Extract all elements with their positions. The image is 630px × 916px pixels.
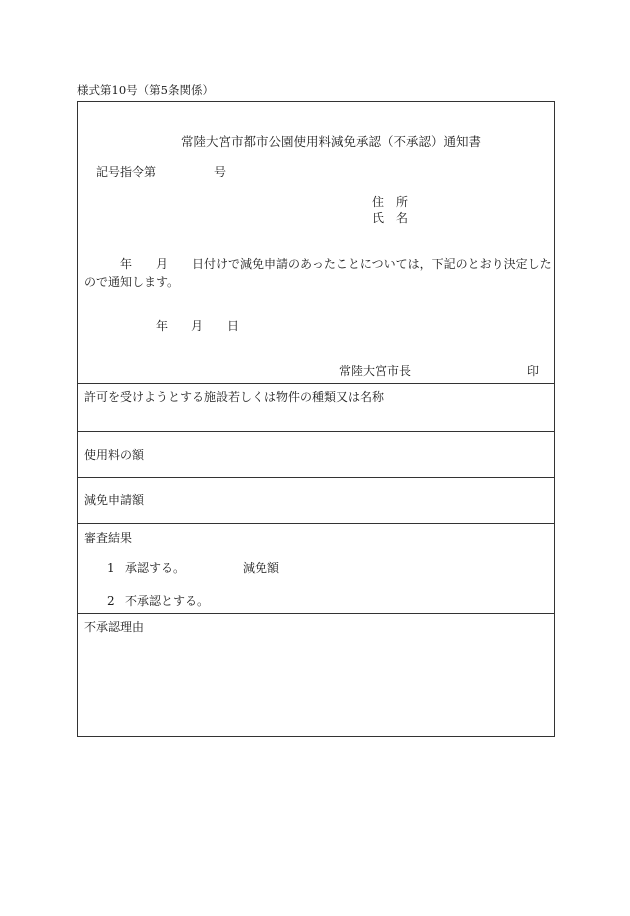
seal-mark: 印 bbox=[527, 364, 540, 378]
notice-title: 常陸大宮市都市公園使用料減免承認（不承認）通知書 bbox=[181, 134, 482, 149]
option2-number: 2 bbox=[107, 594, 115, 608]
review-result-label: 審査結果 bbox=[84, 531, 133, 545]
doc-number-suffix: 号 bbox=[214, 165, 227, 179]
body-text-line2: ので通知します。 bbox=[84, 275, 180, 289]
body-text-line1: 日付けで減免申請のあったことについては，下記のとおり決定した bbox=[192, 257, 552, 271]
disapproval-reason-label: 不承認理由 bbox=[84, 620, 145, 634]
notice-form bbox=[77, 101, 555, 737]
address-label: 住 所 bbox=[372, 195, 409, 209]
date-day-label: 日 bbox=[227, 319, 240, 333]
body-year-label: 年 bbox=[120, 257, 133, 271]
reduction-amount-label: 減免額 bbox=[243, 561, 280, 575]
option1-approve: 承認する。 bbox=[125, 561, 186, 575]
divider-review bbox=[78, 613, 554, 614]
option2-disapprove: 不承認とする。 bbox=[125, 594, 210, 608]
name-label: 氏 名 bbox=[372, 211, 409, 225]
issuer-title: 常陸大宮市長 bbox=[339, 364, 412, 378]
option1-number: 1 bbox=[107, 561, 115, 575]
date-year-label: 年 bbox=[156, 319, 169, 333]
date-month-label: 月 bbox=[191, 319, 204, 333]
divider-facility bbox=[78, 431, 554, 432]
divider-header bbox=[78, 383, 554, 384]
body-month-label: 月 bbox=[156, 257, 169, 271]
notice-body bbox=[84, 255, 554, 291]
reduction-request-label: 減免申請額 bbox=[84, 493, 145, 507]
form-number-label: 様式第10号（第5条関係） bbox=[77, 83, 214, 97]
facility-label: 許可を受けようとする施設若しくは物件の種類又は名称 bbox=[84, 390, 385, 404]
divider-reduction-request bbox=[78, 523, 554, 524]
doc-number-prefix: 記号指令第 bbox=[96, 165, 157, 179]
fee-label: 使用料の額 bbox=[84, 448, 145, 462]
divider-fee bbox=[78, 477, 554, 478]
